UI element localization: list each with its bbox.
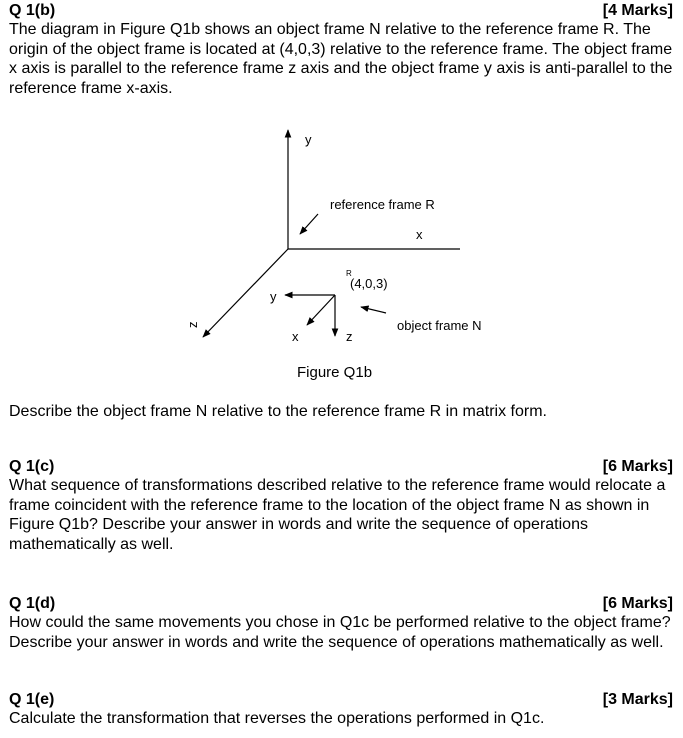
question-1d [9,594,673,652]
frame-diagram [0,118,683,388]
figure-q1b [0,118,683,388]
origin-label: (4,0,3) [350,276,388,291]
question-1b-text: The diagram in Figure Q1b shows an object frame N relative to the reference frame R. The origin of the object frame is located at (4,0,3) relative to the reference frame. The object frame x axis is parallel to the reference frame z axis and the object frame y axis is anti-parallel to the reference frame x-axis. [9,21,673,97]
question-1b [9,1,673,98]
question-1d-text: How could the same movements you chose in Q1c be performed relative to the object frame? Describe your answer in words and write the sequence of operations mathematically as well. [9,614,671,651]
superscript-r: R [346,269,352,278]
obj-x-axis [307,295,335,325]
question-1d-marks: [6 Marks] [602,595,673,612]
question-1c-text: What sequence of transformations described relative to the reference frame would relocate a frame coincident with the reference frame to the location of the object frame N as shown in Figure Q1b? Describe your answer in words and write the sequence of operations mathematically as well. [9,477,666,553]
question-1d-heading: Q 1(d) [9,595,56,612]
question-1d-header [9,594,673,613]
question-1e-header [9,690,673,709]
obj-y-label: y [270,289,277,304]
question-1c-header [9,457,673,476]
ref-x-label: x [416,227,423,242]
question-1e-heading: Q 1(e) [9,691,55,708]
ref-y-label: y [305,132,312,147]
question-1e-text: Calculate the transformation that reverses the operations performed in Q1c. [9,710,545,727]
question-1e [9,690,673,729]
ref-z-label: z [185,321,200,328]
obj-x-label: x [292,329,299,344]
ref-frame-label: reference frame R [330,197,435,212]
question-1b-marks: [4 Marks] [602,2,673,19]
obj-frame-label: object frame N [397,318,482,333]
obj-z-label: z [346,329,353,344]
question-1b-heading: Q 1(b) [9,2,56,19]
obj-label-pointer [361,307,386,313]
question-1c-heading: Q 1(c) [9,458,55,475]
describe-instruction: Describe the object frame N relative to the reference frame R in matrix form. [9,403,547,420]
question-1c-marks: [6 Marks] [602,458,673,475]
ref-label-pointer [300,214,318,234]
figure-caption: Figure Q1b [297,364,373,381]
question-1b-header [9,1,673,20]
question-1c [9,457,673,554]
question-1e-marks: [3 Marks] [602,691,673,708]
